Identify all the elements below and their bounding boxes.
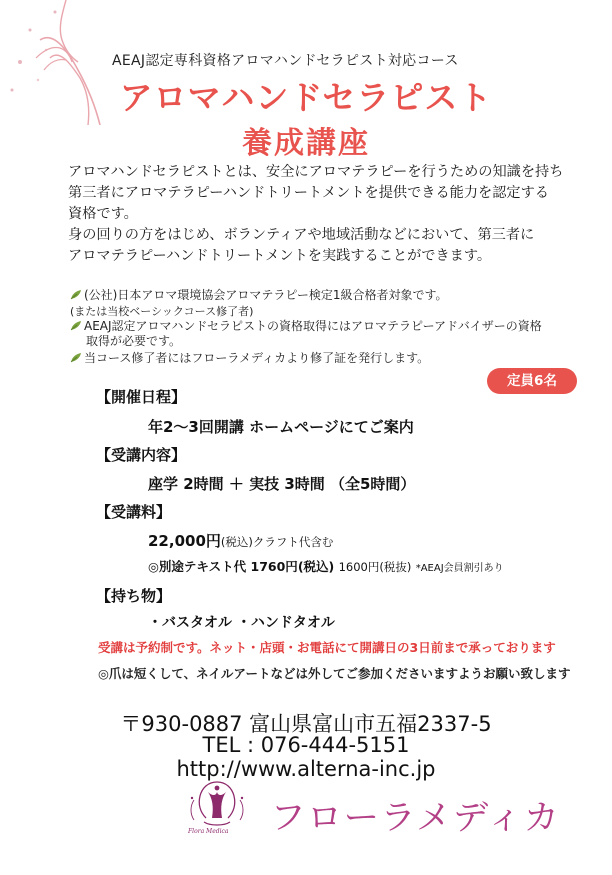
course-subtitle: AEAJ認定専科資格アロマハンドセラピスト対応コース [112,53,459,69]
note-text: 当コース修了者にはフローラメディカより修了証を発行します。 [84,351,430,365]
note-text: AEAJ認定アロマハンドセラピストの資格取得にはアロマテラピーアドバイザーの資格 [84,319,542,333]
contact-tel: TEL : 076-444-5151 [202,733,410,757]
intro-line-3: 資格です。 [68,206,138,222]
intro-line-1: アロマハンドセラピストとは、安全にアロマテラピーを行うための知識を持ち [68,164,564,180]
fee-heading: 【受講料】 [96,503,172,521]
text-fee-tax: (税込) [297,559,335,574]
fee-craft: クラフト代含む [252,535,334,549]
bring-value: ・バスタオル ・ハンドタオル [148,615,335,631]
intro-line-4: 身の回りの方をはじめ、ボランティアや地域活動などにおいて、第三者に [68,227,535,243]
note-item [70,351,429,366]
leaf-icon [70,289,82,300]
note-item [70,288,448,303]
leaf-icon [70,352,82,363]
note-subtext: (または当校ベーシックコース修了者) [70,305,254,318]
reservation-notice: 受講は予約制です。ネット・店頭・お電話にて開講日の3日前まで承っております [98,640,556,655]
logo-caption: Flora Medica [188,828,229,835]
page-title-line2: 養成講座 [242,126,370,161]
note-continuation: 取得が必要です。 [86,334,182,348]
note-text: (公社)日本アロマ環境協会アロマテラピー検定1級合格者対象です。 [84,288,448,302]
bring-heading: 【持ち物】 [96,587,172,605]
text-fee-extra: 1600円(税抜) [338,560,412,574]
schedule-value: 年2～3回開講 ホームページにてご案内 [148,418,414,436]
page-title: アロマハンドセラピスト [119,78,493,117]
intro-line-2: 第三者にアロマテラピーハンドトリートメントを提供できる能力を認定する [68,185,549,201]
nails-notice: ◎爪は短くして、ネイルアートなどは外してご参加くださいますようお願い致します [98,666,571,681]
fee-amount: 22,000円 [148,532,221,550]
text-fee-discount: *AEAJ会員割引あり [415,563,504,574]
intro-line-5: アロマテラピーハンドトリートメントを実践することができます。 [68,248,492,264]
content-heading: 【受講内容】 [96,446,187,464]
capacity-badge: 定員6名 [487,368,577,394]
fee-tax: (税込) [220,535,253,549]
content-value: 座学 2時間 ＋ 実技 3時間 （全5時間） [148,475,416,493]
text-fee-prefix: ◎別途テキスト代 1760円 [148,559,298,574]
contact-url[interactable]: http://www.alterna-inc.jp [176,757,436,781]
text-fee [148,557,504,575]
brand-name: フローラメディカ [270,798,561,838]
contact-address: 〒930-0887 富山県富山市五福2337-5 [120,712,492,736]
fee-value [148,530,333,551]
note-item [70,319,542,334]
leaf-icon [70,320,82,331]
schedule-heading: 【開催日程】 [96,388,187,406]
